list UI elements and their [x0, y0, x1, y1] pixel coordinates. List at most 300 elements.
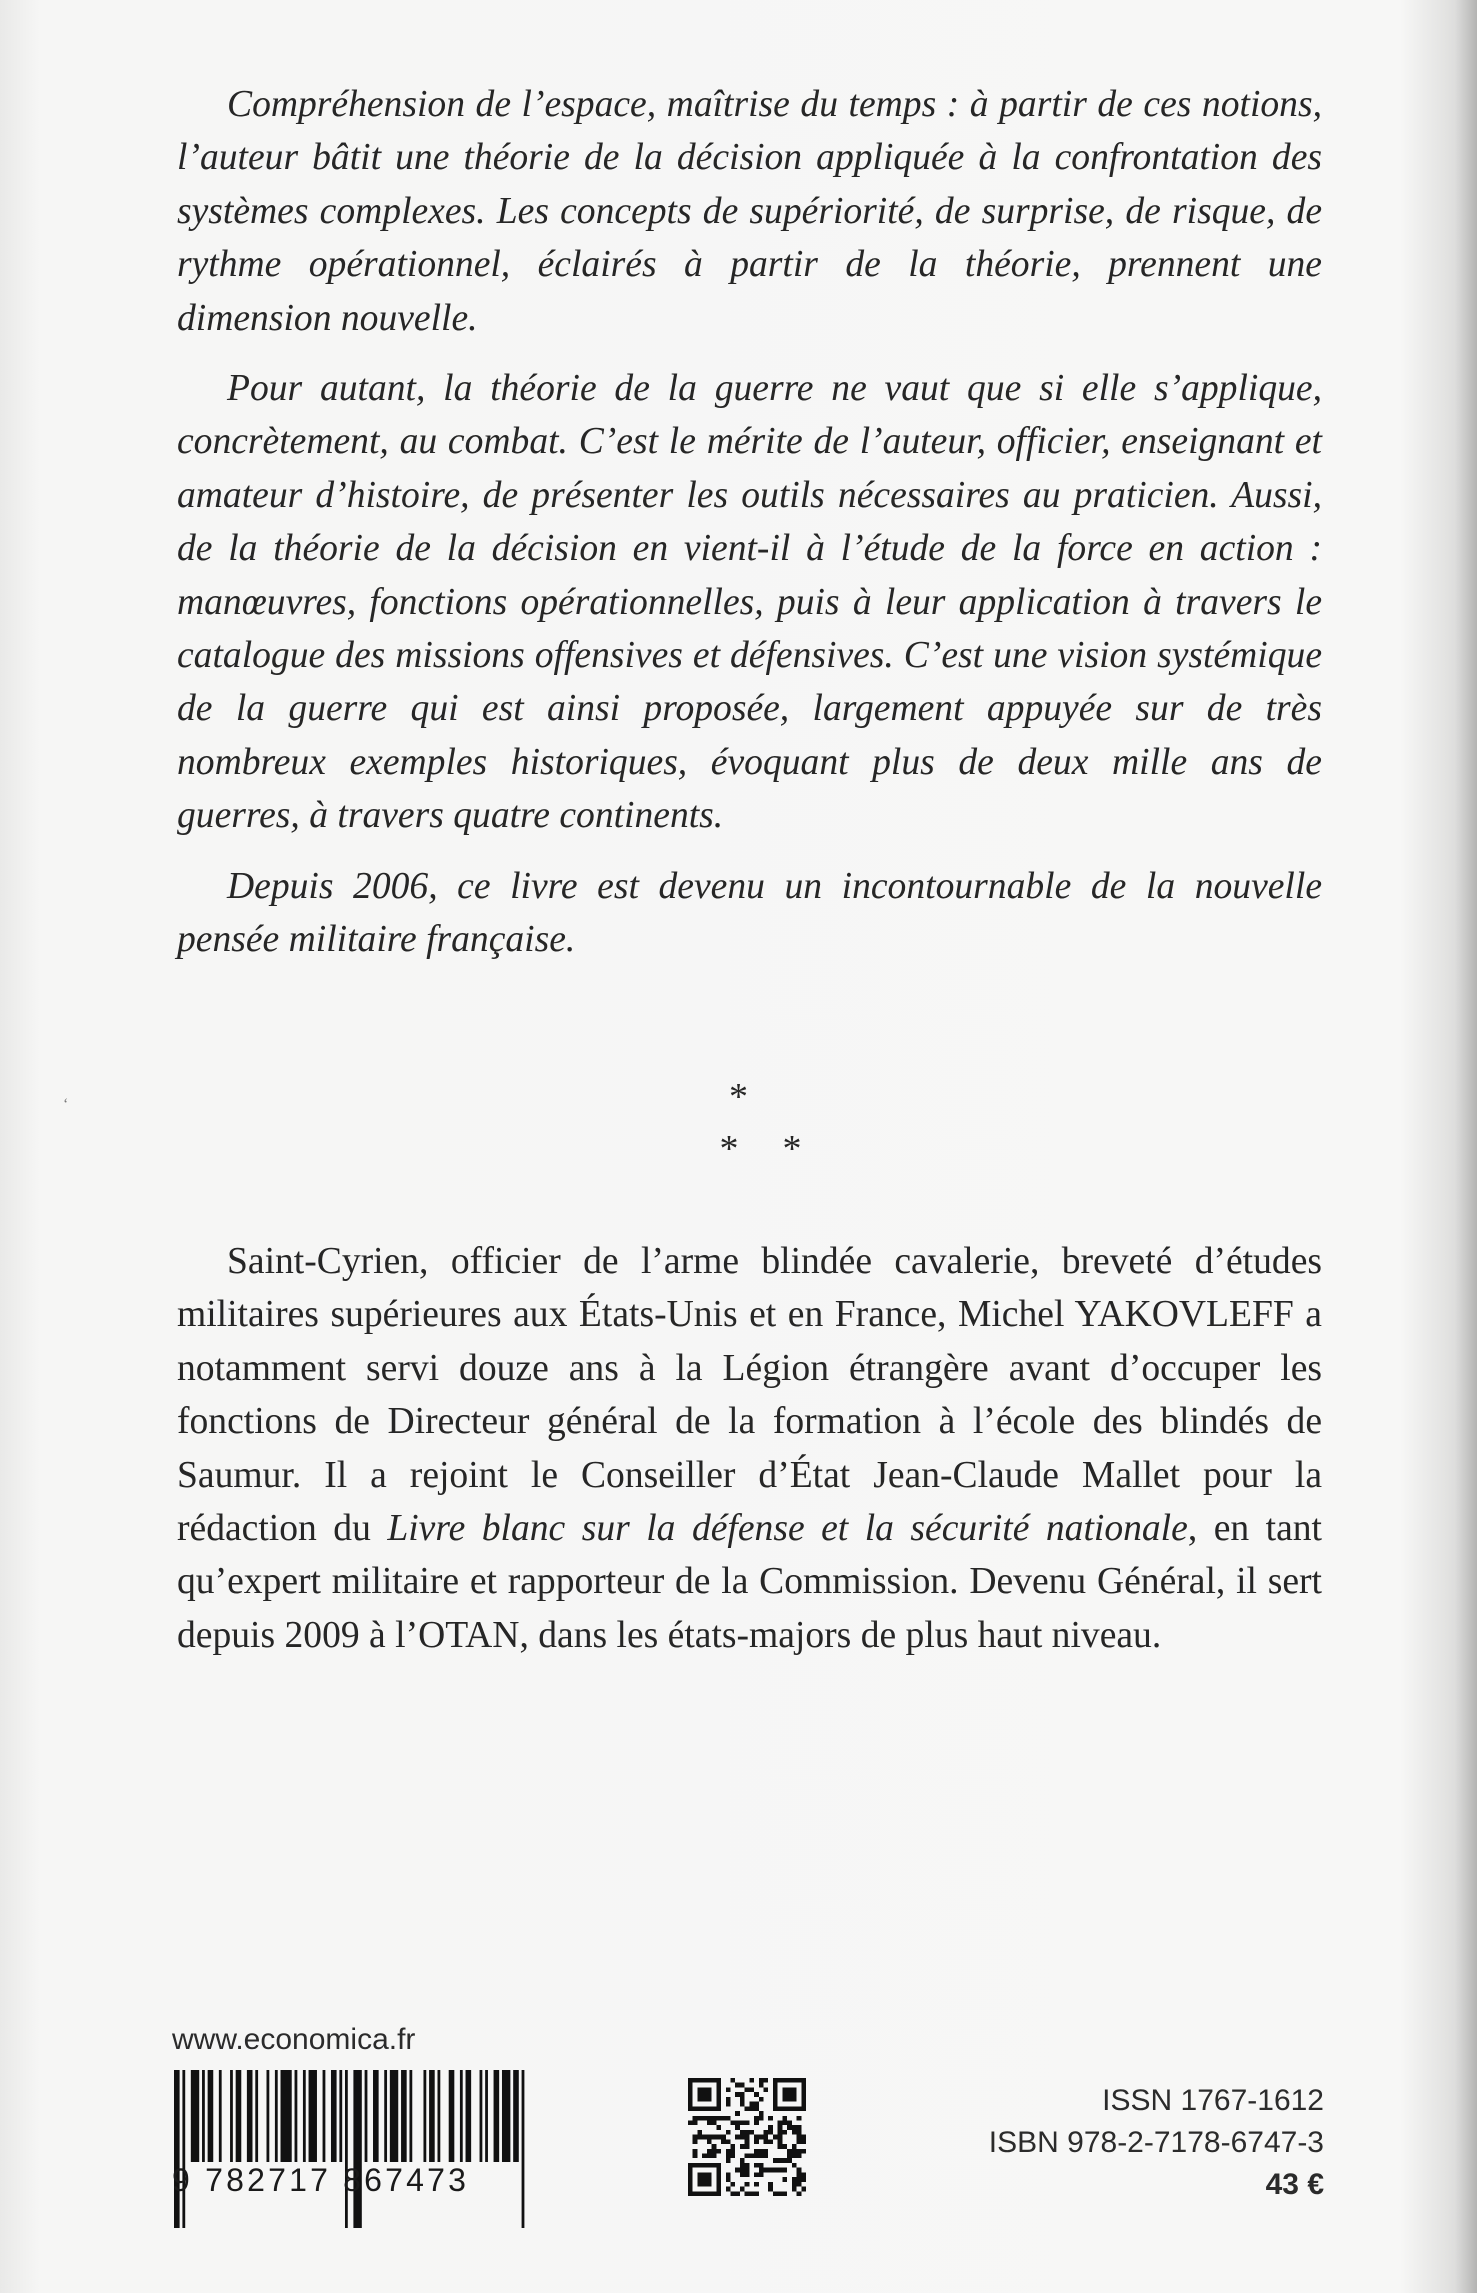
qr-module [697, 2135, 702, 2140]
qr-module [735, 2092, 740, 2097]
qr-module [773, 2097, 778, 2102]
qr-module [693, 2149, 698, 2154]
qr-module [707, 2106, 712, 2111]
qr-module [693, 2135, 698, 2140]
qr-module [707, 2154, 712, 2159]
qr-module [749, 2191, 754, 2196]
barcode-bar [390, 2070, 398, 2162]
print-mark: ‘ [63, 1096, 69, 1113]
barcode-bar [309, 2070, 317, 2162]
barcode-bar [365, 2070, 368, 2162]
qr-module [740, 2144, 745, 2149]
qr-module [712, 2120, 717, 2125]
qr-module [740, 2168, 745, 2173]
qr-module [773, 2087, 778, 2092]
qr-module [693, 2078, 698, 2083]
qr-module [716, 2092, 721, 2097]
qr-module [740, 2120, 745, 2125]
qr-module [787, 2125, 792, 2130]
qr-module [778, 2120, 783, 2125]
qr-module [754, 2120, 759, 2125]
qr-module [792, 2182, 797, 2187]
qr-module [792, 2106, 797, 2111]
qr-module [792, 2187, 797, 2192]
qr-module [759, 2097, 764, 2102]
qr-module [764, 2087, 769, 2092]
qr-module [712, 2106, 717, 2111]
qr-module [730, 2191, 735, 2196]
barcode-bar [513, 2070, 519, 2162]
qr-module [754, 2116, 759, 2121]
qr-module [740, 2130, 745, 2135]
qr-module [745, 2182, 750, 2187]
qr-module [745, 2120, 750, 2125]
qr-module [707, 2172, 712, 2177]
qr-module [792, 2154, 797, 2159]
blurb-paragraph-3: Depuis 2006, ce livre est devenu un incontournable de la nouvelle pensée militaire française. [177, 865, 1322, 961]
barcode-bar [384, 2070, 387, 2162]
qr-module [782, 2177, 787, 2182]
issn-number: ISSN 1767-1612 [1102, 2084, 1324, 2117]
qr-module [787, 2078, 792, 2083]
qr-module [716, 2083, 721, 2088]
qr-module [716, 2172, 721, 2177]
qr-module [782, 2191, 787, 2196]
barcode-bar [485, 2070, 488, 2162]
qr-module [759, 2078, 764, 2083]
qr-module [778, 2191, 783, 2196]
qr-module [754, 2139, 759, 2144]
qr-module [721, 2139, 726, 2144]
qr-module [716, 2177, 721, 2182]
qr-module [782, 2168, 787, 2173]
qr-module [726, 2139, 731, 2144]
qr-module [730, 2149, 735, 2154]
qr-module [730, 2182, 735, 2187]
qr-module [801, 2106, 806, 2111]
qr-module [707, 2116, 712, 2121]
qr-module [735, 2120, 740, 2125]
qr-module [702, 2106, 707, 2111]
qr-module [778, 2135, 783, 2140]
qr-module [782, 2078, 787, 2083]
qr-module [721, 2116, 726, 2121]
barcode-bar [182, 2070, 185, 2228]
qr-module [730, 2144, 735, 2149]
barcode-bar [230, 2070, 233, 2162]
qr-module [759, 2116, 764, 2121]
qr-module [773, 2168, 778, 2173]
qr-module [707, 2139, 712, 2144]
barcode-bar [409, 2070, 412, 2162]
qr-module [782, 2130, 787, 2135]
qr-module [726, 2130, 731, 2135]
qr-module [697, 2092, 702, 2097]
qr-module [726, 2102, 731, 2107]
qr-module [697, 2078, 702, 2083]
qr-module [787, 2158, 792, 2163]
barcode-bar [247, 2070, 253, 2162]
qr-module [782, 2087, 787, 2092]
qr-module [754, 2154, 759, 2159]
qr-module [745, 2168, 750, 2173]
qr-module [693, 2191, 698, 2196]
qr-module [712, 2116, 717, 2121]
barcode-bar [373, 2070, 379, 2162]
qr-module [707, 2135, 712, 2140]
barcode-bar [208, 2070, 214, 2162]
qr-module [773, 2083, 778, 2088]
qr-module [702, 2191, 707, 2196]
qr-module [801, 2177, 806, 2182]
qr-module [801, 2097, 806, 2102]
qr-module [778, 2078, 783, 2083]
qr-module [697, 2106, 702, 2111]
qr-module [797, 2168, 802, 2173]
qr-module [726, 2116, 731, 2121]
qr-module [778, 2144, 783, 2149]
qr-module [707, 2182, 712, 2187]
qr-module [764, 2135, 769, 2140]
qr-module [688, 2187, 693, 2192]
qr-module [697, 2177, 702, 2182]
qr-module [797, 2135, 802, 2140]
qr-module [735, 2111, 740, 2116]
qr-module [754, 2092, 759, 2097]
qr-module [707, 2078, 712, 2083]
qr-module [707, 2087, 712, 2092]
qr-module [735, 2168, 740, 2173]
qr-module [787, 2087, 792, 2092]
qr-module [688, 2087, 693, 2092]
qr-module [797, 2149, 802, 2154]
qr-module [745, 2135, 750, 2140]
isbn-block [904, 2080, 1324, 2206]
qr-module [716, 2182, 721, 2187]
qr-module [764, 2154, 769, 2159]
qr-module [801, 2078, 806, 2083]
qr-module [702, 2177, 707, 2182]
qr-module [716, 2149, 721, 2154]
qr-module [764, 2078, 769, 2083]
qr-module [740, 2083, 745, 2088]
barcode-bar [494, 2070, 500, 2162]
qr-module [693, 2154, 698, 2159]
qr-module [778, 2168, 783, 2173]
qr-module [792, 2125, 797, 2130]
qr-module [702, 2078, 707, 2083]
qr-module [730, 2078, 735, 2083]
barcode-bar [522, 2070, 525, 2228]
qr-module [688, 2083, 693, 2088]
qr-module [740, 2102, 745, 2107]
qr-module [787, 2106, 792, 2111]
blurb-paragraph-1: Compréhension de l’espace, maîtrise du temps : à partir de ces notions, l’auteur bâtit une théorie de la décision appliquée à la confrontation des systèmes complexes. Les concepts de supériorité, de surprise, de risque, de rythme opérationnel, éclairés à partir de la théorie, prennent une dimension nouvelle. [177, 84, 1322, 339]
qr-module [754, 2149, 759, 2154]
qr-module [716, 2087, 721, 2092]
qr-module [764, 2149, 769, 2154]
qr-module [707, 2120, 712, 2125]
qr-module [740, 2092, 745, 2097]
qr-module [707, 2149, 712, 2154]
qr-module [740, 2097, 745, 2102]
qr-module [745, 2191, 750, 2196]
qr-module [712, 2144, 717, 2149]
barcode-bar [303, 2070, 306, 2162]
qr-module [712, 2078, 717, 2083]
barcode-bar [460, 2070, 463, 2162]
qr-module [735, 2191, 740, 2196]
qr-module [801, 2135, 806, 2140]
qr-module [778, 2106, 783, 2111]
qr-module [754, 2135, 759, 2140]
qr-module [688, 2163, 693, 2168]
qr-module [792, 2144, 797, 2149]
qr-module [759, 2111, 764, 2116]
qr-module [693, 2163, 698, 2168]
qr-module [745, 2163, 750, 2168]
barcode-bar [323, 2070, 326, 2162]
qr-module [801, 2092, 806, 2097]
qr-module [787, 2092, 792, 2097]
barcode-bar [331, 2070, 337, 2162]
qr-module [693, 2106, 698, 2111]
qr-module [745, 2172, 750, 2177]
barcode-bar [219, 2070, 222, 2162]
qr-module [745, 2144, 750, 2149]
qr-module [801, 2087, 806, 2092]
qr-module [688, 2120, 693, 2125]
qr-module [697, 2163, 702, 2168]
price-label: 43 € [1265, 2168, 1324, 2201]
qr-module [702, 2092, 707, 2097]
qr-module [754, 2172, 759, 2177]
barcode-bar [255, 2070, 258, 2162]
qr-module [773, 2078, 778, 2083]
qr-module [716, 2125, 721, 2130]
qr-module [801, 2187, 806, 2192]
qr-module [801, 2172, 806, 2177]
qr-module [697, 2130, 702, 2135]
qr-module [749, 2154, 754, 2159]
qr-module [688, 2191, 693, 2196]
qr-module [697, 2097, 702, 2102]
qr-module [797, 2106, 802, 2111]
isbn-number: ISBN 978-2-7178-6747-3 [988, 2126, 1324, 2159]
qr-module [716, 2187, 721, 2192]
qr-module [726, 2097, 731, 2102]
qr-module [754, 2163, 759, 2168]
barcode-bar [275, 2070, 278, 2162]
qr-code-icon [688, 2078, 806, 2196]
qr-module [792, 2177, 797, 2182]
qr-module [702, 2154, 707, 2159]
qr-module [749, 2106, 754, 2111]
qr-module [735, 2125, 740, 2130]
qr-module [764, 2168, 769, 2173]
qr-module [735, 2135, 740, 2140]
qr-module [797, 2139, 802, 2144]
qr-module [778, 2139, 783, 2144]
separator-star-top: * [729, 1076, 748, 1118]
qr-module [707, 2097, 712, 2102]
qr-module [688, 2106, 693, 2111]
qr-module [697, 2116, 702, 2121]
barcode-bar [267, 2070, 270, 2162]
author-bio-text-2: , en tant qu’expert militaire et rapporteur de la Commission. Devenu Général, il sert depuis 2009 à l’OTAN, dans les états-majors de plus haut niveau. [177, 1508, 1322, 1656]
qr-module [735, 2083, 740, 2088]
qr-module [693, 2120, 698, 2125]
qr-module [801, 2139, 806, 2144]
qr-module [716, 2168, 721, 2173]
qr-module [740, 2187, 745, 2192]
qr-module [749, 2130, 754, 2135]
barcode-bar [429, 2070, 435, 2162]
barcode-bar [466, 2070, 472, 2162]
book-title-reference: Livre blanc sur la défense et la sécurité nationale [387, 1508, 1188, 1550]
qr-module [792, 2097, 797, 2102]
qr-module [716, 2106, 721, 2111]
qr-module [688, 2092, 693, 2097]
qr-module [712, 2135, 717, 2140]
qr-module [782, 2144, 787, 2149]
qr-module [740, 2163, 745, 2168]
qr-module [754, 2182, 759, 2187]
barcode-bar [401, 2070, 407, 2162]
qr-module [764, 2130, 769, 2135]
qr-module [797, 2078, 802, 2083]
qr-module [773, 2102, 778, 2107]
author-bio-text-1: Saint-Cyrien, officier de l’arme blindée cavalerie, breveté d’études militaires supérieures aux États-Unis et en France, Michel YAKOVLEFF a notamment servi douze ans à la Légion étrangère avant d’occuper les fonctions de Directeur général de la formation à l’école des blindés de Saumur. Il a rejoint le Conseiller d’État Jean-Claude Mallet pour la rédaction du [177, 1241, 1322, 1550]
qr-module [778, 2130, 783, 2135]
qr-module [740, 2172, 745, 2177]
qr-module [782, 2116, 787, 2121]
qr-module [782, 2120, 787, 2125]
barcode-bar [295, 2070, 298, 2162]
qr-module [688, 2182, 693, 2187]
blurb-section [177, 78, 1322, 984]
qr-module [697, 2182, 702, 2187]
qr-module [773, 2191, 778, 2196]
barcode-bar [502, 2070, 510, 2162]
qr-module [749, 2078, 754, 2083]
publisher-url: www.economica.fr [172, 2023, 416, 2056]
qr-module [702, 2172, 707, 2177]
barcode-bar [449, 2070, 455, 2162]
qr-module [801, 2149, 806, 2154]
qr-module [707, 2177, 712, 2182]
qr-module [768, 2116, 773, 2121]
qr-module [712, 2191, 717, 2196]
qr-module [768, 2125, 773, 2130]
qr-module [697, 2172, 702, 2177]
qr-module [787, 2120, 792, 2125]
qr-module [768, 2139, 773, 2144]
qr-module [702, 2135, 707, 2140]
qr-module [726, 2087, 731, 2092]
qr-module [782, 2106, 787, 2111]
separator-stars-bottom: ** [719, 1128, 846, 1170]
qr-module [764, 2139, 769, 2144]
qr-module [745, 2139, 750, 2144]
barcode-digits: 9 782717 867473 [172, 2162, 470, 2198]
qr-module [740, 2158, 745, 2163]
qr-module [778, 2158, 783, 2163]
qr-module [730, 2120, 735, 2125]
barcode-bar [339, 2070, 342, 2162]
qr-module [716, 2135, 721, 2140]
qr-module [702, 2182, 707, 2187]
barcode-icon [172, 2070, 532, 2228]
qr-module [688, 2168, 693, 2173]
qr-module [726, 2154, 731, 2159]
qr-module [721, 2135, 726, 2140]
qr-module [726, 2187, 731, 2192]
barcode-bar [345, 2070, 348, 2228]
qr-module [707, 2163, 712, 2168]
barcode-bar [480, 2070, 483, 2162]
blurb-paragraph-2: Pour autant, la théorie de la guerre ne vaut que si elle s’applique, concrètement, au combat. C’est le mérite de l’auteur, officier, enseignant et amateur d’histoire, de présenter les outils nécessaires au praticien. Aussi, de la théorie de la décision en vient-il à l’étude de la force en action : manœuvres, fonctions opérationnelles, puis à leur application à travers le catalogue des missions offensives et défensives. C’est une vision systémique de la guerre qui est ainsi proposée, largement appuyée sur de très nombreux exemples historiques, évoquant plus de deux mille ans de guerres, à travers quatre continents. [177, 368, 1322, 837]
qr-module [697, 2087, 702, 2092]
qr-module [778, 2125, 783, 2130]
qr-module [745, 2106, 750, 2111]
qr-module [693, 2139, 698, 2144]
qr-module [792, 2163, 797, 2168]
qr-module [712, 2154, 717, 2159]
qr-module [697, 2191, 702, 2196]
qr-module [716, 2102, 721, 2107]
qr-module [797, 2116, 802, 2121]
qr-module [792, 2130, 797, 2135]
qr-module [693, 2116, 698, 2121]
qr-module [801, 2102, 806, 2107]
qr-module [797, 2125, 802, 2130]
qr-module [712, 2149, 717, 2154]
qr-module [797, 2172, 802, 2177]
qr-module [716, 2097, 721, 2102]
qr-module [749, 2102, 754, 2107]
barcode-bar [202, 2070, 205, 2162]
qr-module [773, 2158, 778, 2163]
qr-module [726, 2158, 731, 2163]
qr-module [688, 2172, 693, 2177]
qr-module [726, 2172, 731, 2177]
qr-module [768, 2187, 773, 2192]
qr-module [792, 2087, 797, 2092]
qr-module [707, 2092, 712, 2097]
qr-module [797, 2191, 802, 2196]
qr-module [792, 2149, 797, 2154]
qr-module [768, 2130, 773, 2135]
qr-module [716, 2163, 721, 2168]
qr-module [797, 2154, 802, 2159]
barcode-bar [191, 2070, 199, 2162]
qr-module [792, 2078, 797, 2083]
qr-module [797, 2182, 802, 2187]
qr-module [759, 2172, 764, 2177]
qr-module [740, 2135, 745, 2140]
qr-module [787, 2149, 792, 2154]
qr-module [759, 2083, 764, 2088]
qr-module [726, 2149, 731, 2154]
qr-module [702, 2163, 707, 2168]
qr-module [787, 2154, 792, 2159]
author-bio [177, 1235, 1322, 1662]
qr-module [773, 2106, 778, 2111]
qr-module [782, 2097, 787, 2102]
barcode-bar [438, 2070, 441, 2162]
qr-module [759, 2149, 764, 2154]
